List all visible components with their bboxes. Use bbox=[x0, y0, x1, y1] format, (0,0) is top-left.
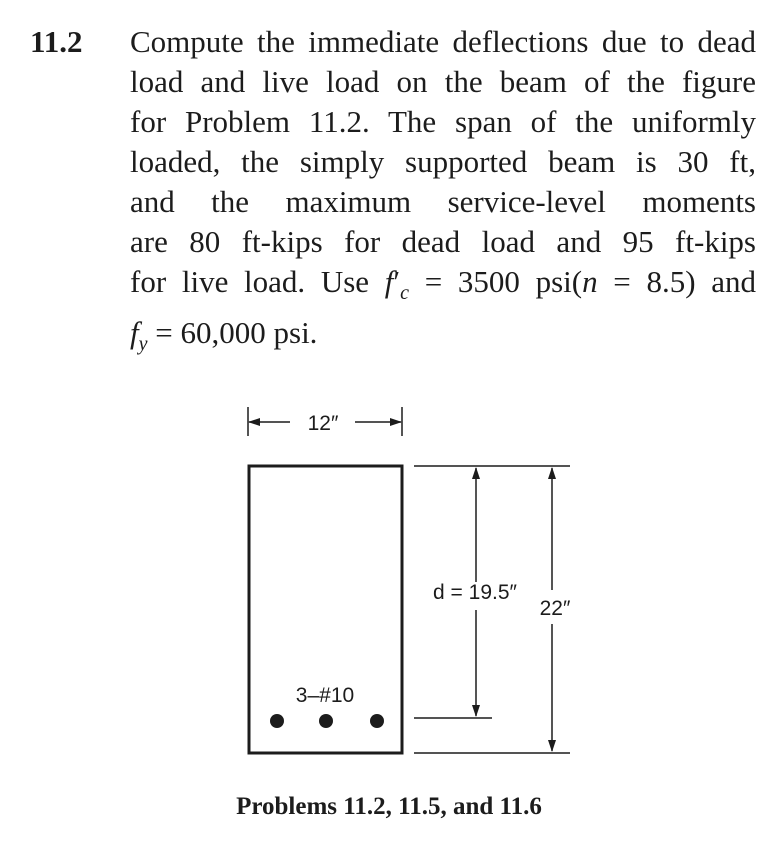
problem-line-6: are 80 ft-kips for dead load and 95 ft-kips bbox=[130, 224, 756, 259]
problem-line-3: for Problem 11.2. The span of the uniformly bbox=[130, 104, 756, 139]
n-symbol: n bbox=[582, 264, 598, 299]
fc-prime: ′ bbox=[393, 264, 401, 299]
rebar-dot-2 bbox=[319, 714, 333, 728]
fy-symbol: f bbox=[130, 315, 139, 351]
problem-line-2: load and live load on the beam of the figure bbox=[130, 64, 756, 99]
problem-line-5: and the maximum service-level moments bbox=[130, 184, 756, 219]
fy-value: = 60,000 psi. bbox=[147, 315, 318, 351]
width-label: 12″ bbox=[307, 412, 339, 435]
problem-line-4: loaded, the simply supported beam is 30 ft, bbox=[130, 144, 756, 179]
problem-number: 11.2 bbox=[30, 24, 83, 59]
height-label: 22″ bbox=[539, 597, 571, 620]
fc-value: = 3500 psi( bbox=[409, 264, 583, 299]
bars-label: 3–#10 bbox=[295, 684, 355, 707]
beam-cross-section bbox=[249, 466, 402, 753]
fy-subscript: y bbox=[138, 333, 148, 356]
problem-line-1: Compute the immediate deflections due to dead bbox=[130, 24, 756, 59]
figure-caption: Problems 11.2, 11.5, and 11.6 bbox=[236, 793, 542, 820]
rebar-dot-1 bbox=[270, 714, 284, 728]
d-label: d = 19.5″ bbox=[433, 581, 517, 604]
fc-subscript: c bbox=[400, 282, 410, 305]
rebar-dot-3 bbox=[370, 714, 384, 728]
line7-prefix: for live load. Use bbox=[130, 264, 385, 299]
n-value: = 8.5) and bbox=[597, 264, 756, 299]
fc-symbol: f bbox=[384, 264, 394, 299]
